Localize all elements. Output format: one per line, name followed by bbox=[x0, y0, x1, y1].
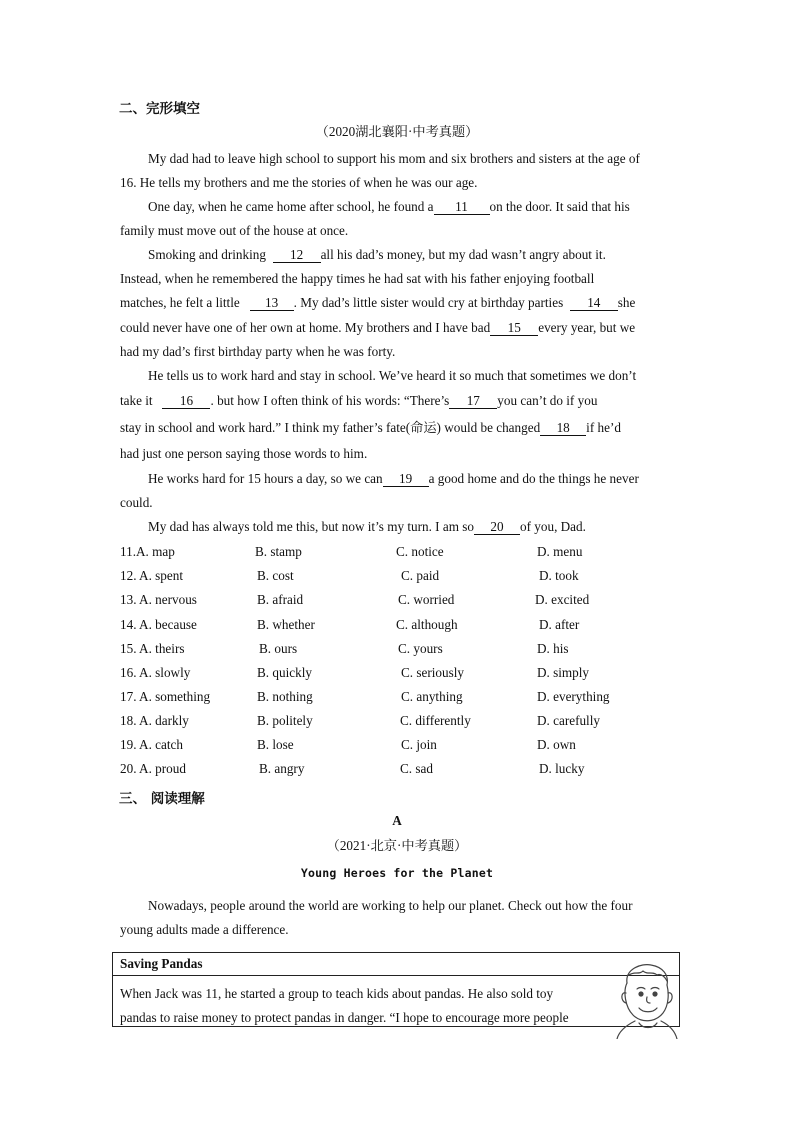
box-text-line: When Jack was 11, he started a group to teach kids about pandas. He also sold toy bbox=[120, 986, 554, 1001]
blank-19: 19 bbox=[383, 472, 429, 487]
box-text-line: pandas to raise money to protect pandas in danger. “I hope to encourage more people bbox=[120, 1010, 569, 1025]
option-c: C. join bbox=[401, 737, 437, 752]
blank-18: 18 bbox=[540, 421, 586, 436]
option-a: 18. A. darkly bbox=[120, 713, 189, 728]
cloze-text-line: Smoking and drinking 12 all his dad’s money, but my dad wasn’t angry about it. bbox=[148, 247, 606, 262]
cloze-text-line: One day, when he came home after school, he found a 11 on the door. It said that his bbox=[148, 199, 630, 214]
cloze-text-line: could never have one of her own at home. My brothers and I have bad 15 every year, but we bbox=[120, 320, 636, 335]
option-a: 13. A. nervous bbox=[120, 592, 197, 607]
cloze-source: （2020湖北襄阳·中考真题） bbox=[315, 124, 479, 139]
section-heading-cloze: 二、完形填空 bbox=[119, 101, 200, 117]
option-b: B. angry bbox=[259, 761, 305, 776]
option-d: D. carefully bbox=[537, 713, 600, 728]
cloze-text-line: He tells us to work hard and stay in school. We’ve heard it so much that sometimes we don’t bbox=[148, 368, 637, 383]
option-b: B. lose bbox=[257, 737, 294, 752]
option-c: C. sad bbox=[400, 761, 433, 776]
option-b: B. politely bbox=[257, 713, 313, 728]
option-a: 19. A. catch bbox=[120, 737, 183, 752]
boy-cartoon-icon bbox=[613, 961, 679, 1039]
cloze-text-line: 16. He tells my brothers and me the stories of when he was our age. bbox=[120, 175, 478, 190]
cloze-text-line: had just one person saying those words to him. bbox=[120, 446, 368, 461]
info-box bbox=[112, 952, 680, 1027]
option-d: D. lucky bbox=[539, 761, 585, 776]
blank-15: 15 bbox=[490, 321, 538, 336]
cloze-text-line: could. bbox=[120, 495, 153, 510]
cloze-text-line: matches, he felt a little 13 . My dad’s little sister would cry at birthday parties 14 she bbox=[120, 295, 636, 310]
option-d: D. menu bbox=[537, 544, 583, 559]
reading-text-line: Nowadays, people around the world are working to help our planet. Check out how the four bbox=[148, 898, 633, 913]
passage-letter: A bbox=[392, 813, 402, 828]
option-a: 12. A. spent bbox=[120, 568, 184, 583]
option-b: B. ours bbox=[259, 641, 298, 656]
cloze-text-line: take it 16 . but how I often think of his words: “There’s 17 you can’t do if you bbox=[120, 393, 598, 408]
cloze-text-line: Instead, when he remembered the happy times he had sat with his father enjoying football bbox=[120, 271, 595, 286]
option-a: 17. A. something bbox=[120, 689, 211, 704]
option-a: 20. A. proud bbox=[120, 761, 186, 776]
option-a: 15. A. theirs bbox=[120, 641, 185, 656]
option-c: C. yours bbox=[398, 641, 443, 656]
option-b: B. afraid bbox=[257, 592, 304, 607]
option-d: D. everything bbox=[537, 689, 610, 704]
blank-11: 11 bbox=[434, 200, 490, 215]
option-b: B. quickly bbox=[257, 665, 312, 680]
section-heading-reading: 三、 阅读理解 bbox=[119, 791, 205, 807]
cloze-text-line: had my dad’s first birthday party when he was forty. bbox=[120, 344, 396, 359]
cloze-text-line: stay in school and work hard.” I think my father’s fate(命运) would be changed 18 if he’d bbox=[120, 420, 621, 435]
option-b: B. nothing bbox=[257, 689, 313, 704]
option-d: D. after bbox=[539, 617, 580, 632]
option-a: 16. A. slowly bbox=[120, 665, 191, 680]
option-d: D. own bbox=[537, 737, 576, 752]
blank-20: 20 bbox=[474, 520, 520, 535]
blank-12: 12 bbox=[273, 248, 321, 263]
option-c: C. paid bbox=[401, 568, 440, 583]
option-d: D. excited bbox=[535, 592, 590, 607]
option-d: D. simply bbox=[537, 665, 590, 680]
option-c: C. differently bbox=[400, 713, 471, 728]
reading-source: （2021·北京·中考真题） bbox=[326, 838, 468, 853]
option-b: B. cost bbox=[257, 568, 294, 583]
option-c: C. anything bbox=[401, 689, 463, 704]
option-c: C. worried bbox=[398, 592, 455, 607]
cloze-text-line: He works hard for 15 hours a day, so we can 19 a good home and do the things he never bbox=[148, 471, 639, 486]
option-b: B. stamp bbox=[255, 544, 302, 559]
cloze-text-line: family must move out of the house at once. bbox=[120, 223, 349, 238]
cloze-text-line: My dad had to leave high school to support his mom and six brothers and sisters at the age of bbox=[148, 151, 640, 166]
reading-text-line: young adults made a difference. bbox=[120, 922, 289, 937]
option-c: C. notice bbox=[396, 544, 444, 559]
option-c: C. although bbox=[396, 617, 458, 632]
blank-17: 17 bbox=[449, 394, 497, 409]
blank-16: 16 bbox=[162, 394, 210, 409]
box-divider bbox=[113, 975, 679, 976]
box-heading: Saving Pandas bbox=[120, 956, 203, 971]
option-d: D. took bbox=[539, 568, 579, 583]
option-b: B. whether bbox=[257, 617, 315, 632]
option-a: 11.A. map bbox=[120, 544, 175, 559]
option-d: D. his bbox=[537, 641, 569, 656]
passage-title: Young Heroes for the Planet bbox=[300, 866, 494, 880]
option-a: 14. A. because bbox=[120, 617, 197, 632]
blank-14: 14 bbox=[570, 296, 618, 311]
option-c: C. seriously bbox=[401, 665, 465, 680]
blank-13: 13 bbox=[250, 296, 294, 311]
cloze-text-line: My dad has always told me this, but now it’s my turn. I am so 20 of you, Dad. bbox=[148, 519, 586, 534]
